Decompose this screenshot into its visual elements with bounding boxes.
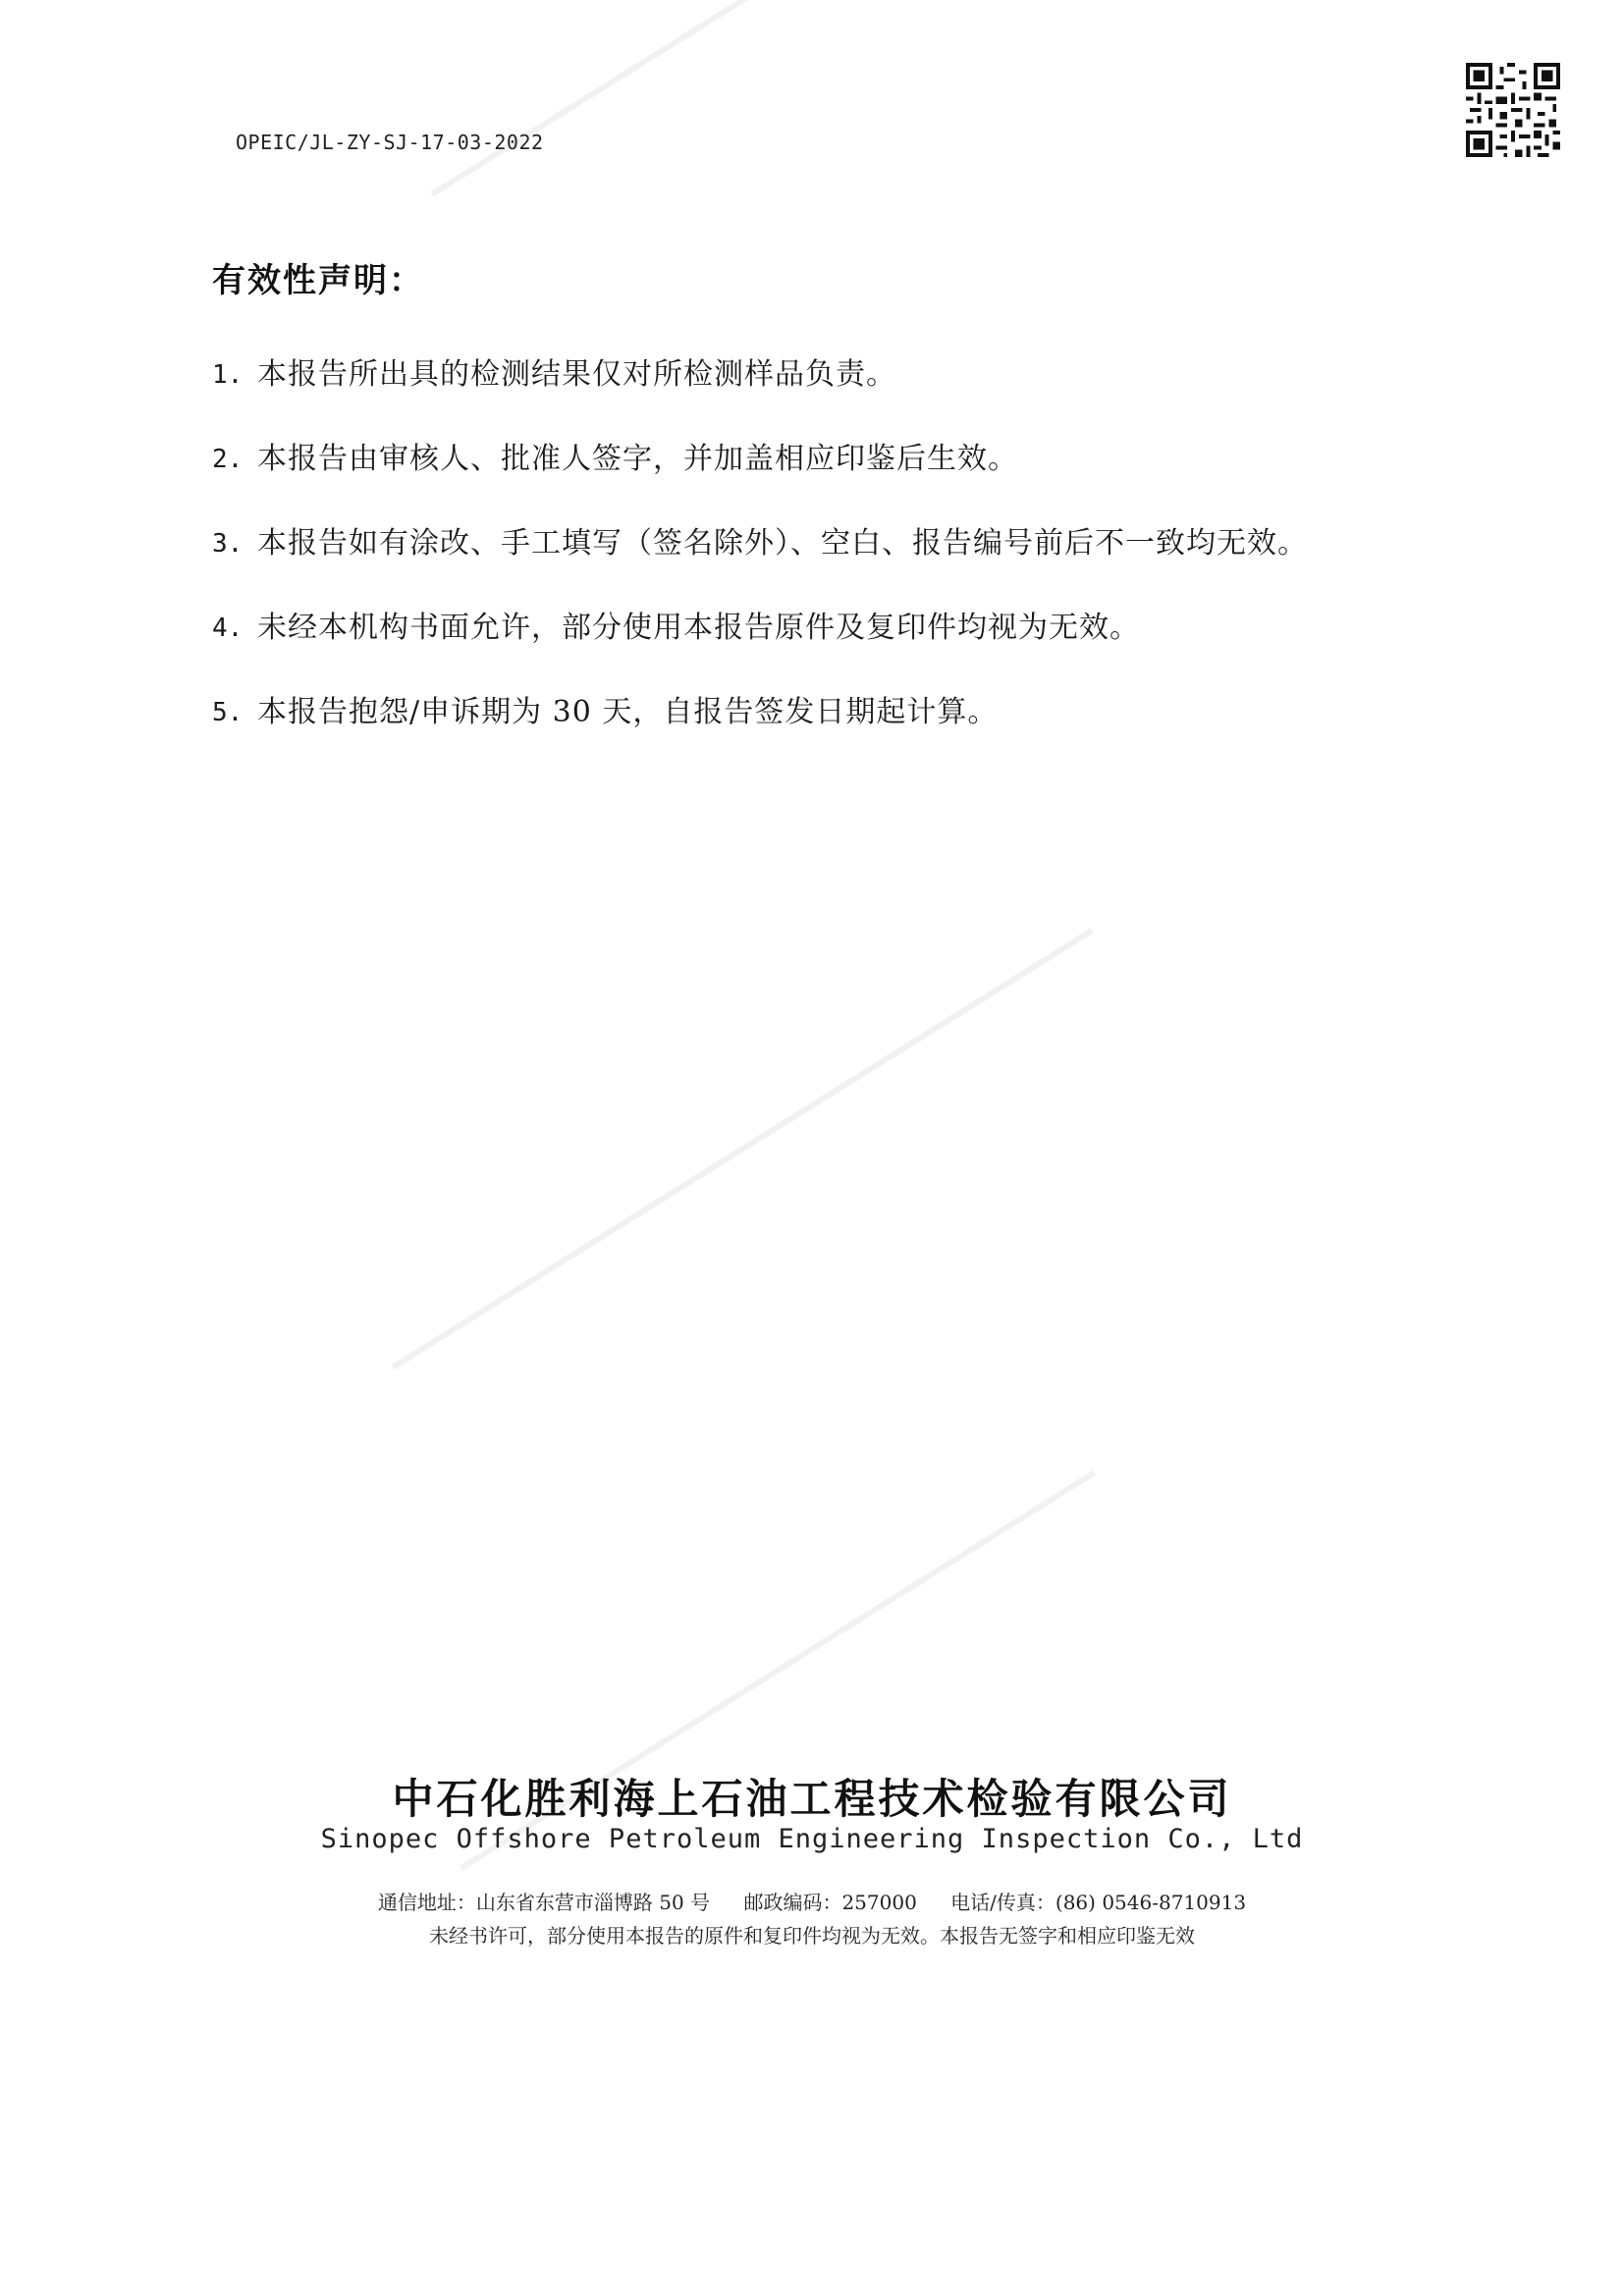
clause-item — [212, 440, 1489, 524]
clause-number: 1. — [212, 360, 244, 390]
clause-text: 本报告如有涂改、手工填写（签名除外）、空白、报告编号前后不一致均无效。 — [257, 526, 1308, 561]
watermark-band — [391, 928, 1094, 1369]
company-name-english: Sinopec Offshore Petroleum Engineering Inspection Co., Ltd — [320, 1824, 1304, 1854]
validity-clauses-list — [212, 355, 1489, 777]
document-code: OPEIC/JL-ZY-SJ-17-03-2022 — [236, 131, 544, 154]
validity-statement-heading: 有效性声明： — [212, 261, 424, 300]
clause-text: 未经本机构书面允许，部分使用本报告原件及复印件均视为无效。 — [257, 611, 1140, 645]
footer-postcode: 邮政编码：257000 — [743, 1891, 917, 1914]
qr-code-icon — [1466, 63, 1560, 157]
footer-notice: 未经书许可，部分使用本报告的原件和复印件均视为无效。本报告无签字和相应印鉴无效 — [429, 1924, 1195, 1948]
clause-text: 本报告所出具的检测结果仅对所检测样品负责。 — [257, 357, 896, 392]
footer-phone: 电话/传真：(86) 0546-8710913 — [950, 1891, 1247, 1914]
footer-address: 通信地址：山东省东营市淄博路 50 号 — [377, 1891, 711, 1914]
clause-number: 2. — [212, 445, 244, 474]
clause-item — [212, 355, 1489, 440]
company-name-chinese: 中石化胜利海上石油工程技术检验有限公司 — [392, 1775, 1232, 1823]
clause-number: 5. — [212, 698, 244, 727]
clause-item — [212, 609, 1489, 693]
clause-text: 本报告抱怨/申诉期为 30 天，自报告签发日期起计算。 — [257, 695, 999, 729]
clause-item — [212, 524, 1489, 609]
clause-number: 4. — [212, 614, 244, 643]
clause-text: 本报告由审核人、批准人签字，并加盖相应印鉴后生效。 — [257, 442, 1018, 476]
footer-contact-line — [0, 1887, 1624, 1915]
watermark-band — [430, 0, 783, 197]
clause-number: 3. — [212, 529, 244, 559]
clause-item — [212, 693, 1489, 777]
